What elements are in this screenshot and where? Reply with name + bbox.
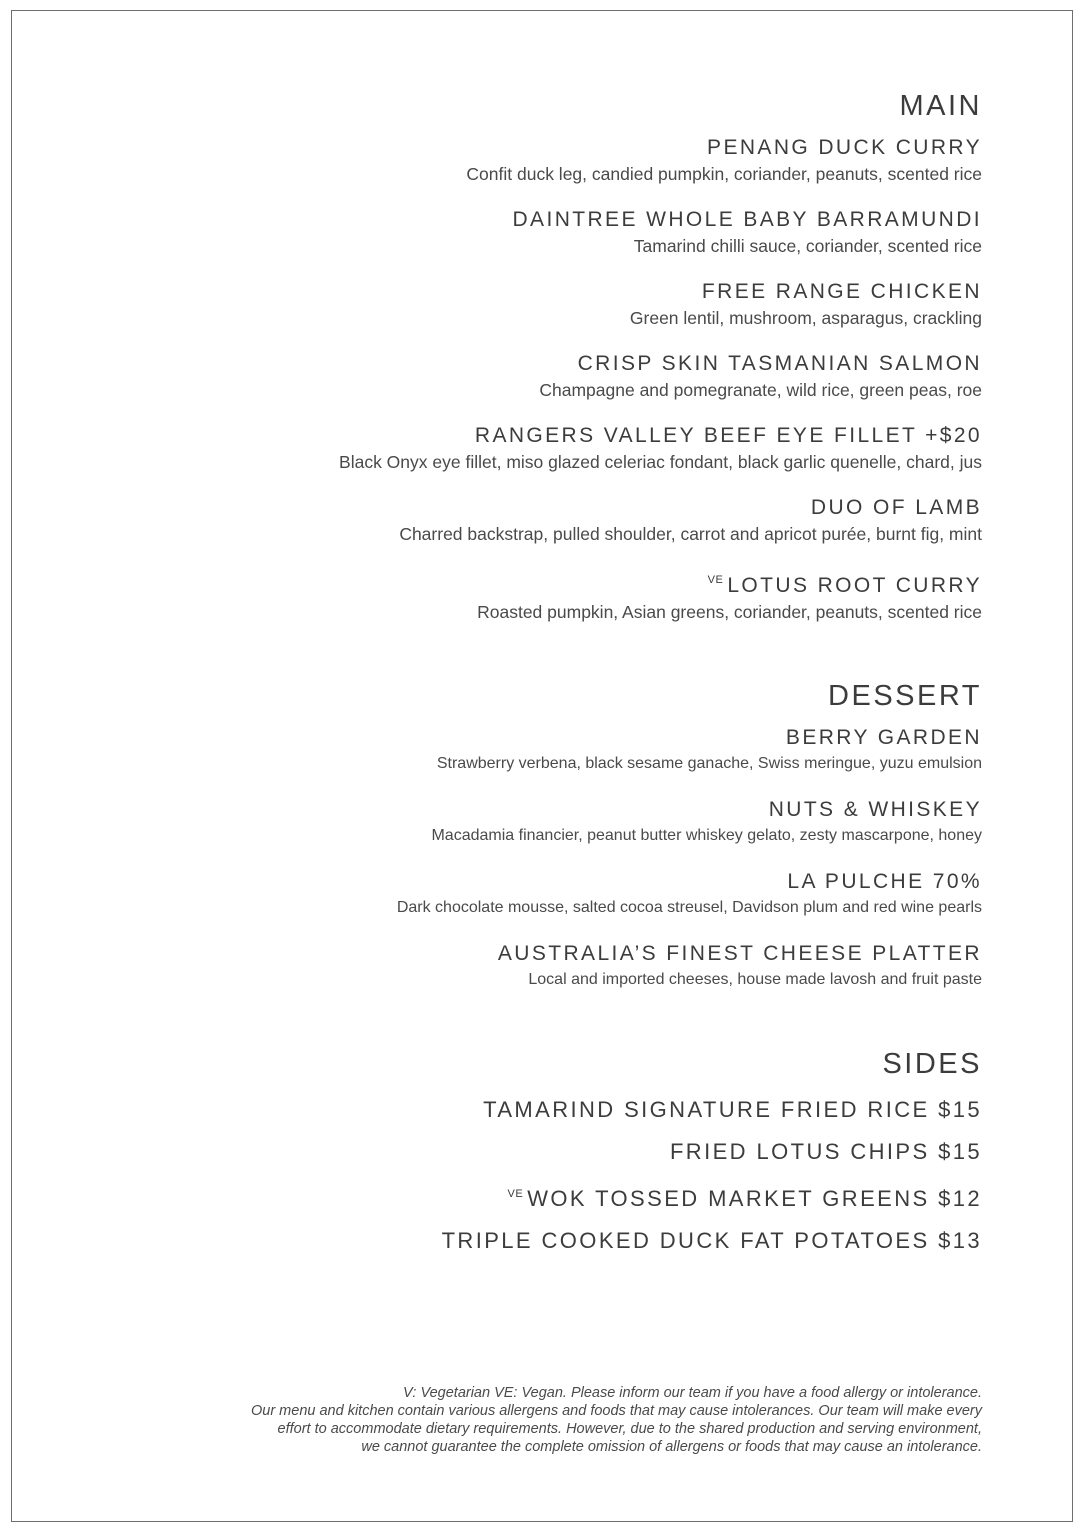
menu-item [102, 796, 982, 848]
item-name: FREE RANGE CHICKEN [701, 280, 982, 303]
item-name: DAINTREE WHOLE BABY BARRAMUNDI [512, 208, 982, 231]
side-item [102, 1180, 982, 1213]
menu-item [102, 724, 982, 776]
item-name-row [102, 1180, 982, 1213]
item-name: RANGERS VALLEY BEEF EYE FILLET +$20 [474, 424, 982, 447]
item-description: Dark chocolate mousse, salted cocoa streusel, Davidson plum and red wine pearls [396, 899, 982, 916]
allergen-disclaimer [82, 1384, 982, 1456]
menu-item [102, 206, 982, 258]
item-name: WOK TOSSED MARKET GREENS $12 [527, 1186, 982, 1211]
menu-item [102, 868, 982, 920]
section-title-dessert: DESSERT [828, 680, 982, 712]
menu-item [102, 422, 982, 474]
item-description: Charred backstrap, pulled shoulder, carrot and apricot purée, burnt fig, mint [399, 524, 982, 544]
item-name: DUO OF LAMB [810, 496, 982, 519]
menu-item [102, 494, 982, 546]
item-name: LA PULCHE 70% [787, 870, 982, 893]
main-items [102, 134, 982, 624]
sides-section [102, 1044, 982, 1255]
side-item [102, 1227, 982, 1255]
menu-item [102, 940, 982, 992]
disclaimer-line: Our menu and kitchen contain various allergens and foods that may cause intolerances. Our team will make every [250, 1403, 982, 1419]
section-title-sides: SIDES [882, 1048, 982, 1080]
disclaimer-line: V: Vegetarian VE: Vegan. Please inform our team if you have a food allergy or intolerance. [403, 1385, 982, 1401]
side-item [102, 1096, 982, 1124]
main-section [102, 86, 982, 624]
menu-item [102, 350, 982, 402]
dessert-items [102, 724, 982, 992]
item-name: TAMARIND SIGNATURE FRIED RICE $15 [483, 1097, 982, 1122]
item-name: LOTUS ROOT CURRY [727, 574, 982, 597]
item-name-row [102, 566, 982, 600]
disclaimer-line: we cannot guarantee the complete omission of allergens or foods that may cause an intolerance. [361, 1439, 982, 1455]
vegan-badge: VE [507, 1188, 524, 1200]
menu-item [102, 278, 982, 330]
dessert-section [102, 676, 982, 992]
menu-item [102, 566, 982, 624]
side-item [102, 1138, 982, 1166]
item-description: Green lentil, mushroom, asparagus, crackling [629, 308, 982, 328]
item-name: AUSTRALIA’S FINEST CHEESE PLATTER [497, 942, 982, 965]
vegan-badge: VE [707, 574, 724, 586]
item-description: Black Onyx eye fillet, miso glazed celeriac fondant, black garlic quenelle, chard, jus [339, 452, 982, 472]
menu-content [102, 86, 982, 1269]
sides-items [102, 1096, 982, 1255]
disclaimer-line: effort to accommodate dietary requirements. However, due to the shared production and serving environment, [277, 1421, 982, 1437]
item-name: NUTS & WHISKEY [768, 798, 982, 821]
item-description: Confit duck leg, candied pumpkin, coriander, peanuts, scented rice [466, 164, 982, 184]
item-description: Champagne and pomegranate, wild rice, green peas, roe [539, 380, 982, 400]
item-description: Local and imported cheeses, house made lavosh and fruit paste [528, 971, 982, 988]
menu-item [102, 134, 982, 186]
item-name: FRIED LOTUS CHIPS $15 [669, 1139, 982, 1164]
item-name: CRISP SKIN TASMANIAN SALMON [577, 352, 982, 375]
item-name: PENANG DUCK CURRY [707, 136, 982, 159]
item-description: Strawberry verbena, black sesame ganache, Swiss meringue, yuzu emulsion [436, 755, 982, 772]
section-title-main: MAIN [899, 90, 982, 122]
item-description: Macadamia financier, peanut butter whiskey gelato, zesty mascarpone, honey [431, 827, 982, 844]
item-name: BERRY GARDEN [785, 726, 982, 749]
item-description: Roasted pumpkin, Asian greens, coriander, peanuts, scented rice [477, 602, 982, 622]
item-name: TRIPLE COOKED DUCK FAT POTATOES $13 [441, 1228, 982, 1253]
item-description: Tamarind chilli sauce, coriander, scented rice [633, 236, 982, 256]
